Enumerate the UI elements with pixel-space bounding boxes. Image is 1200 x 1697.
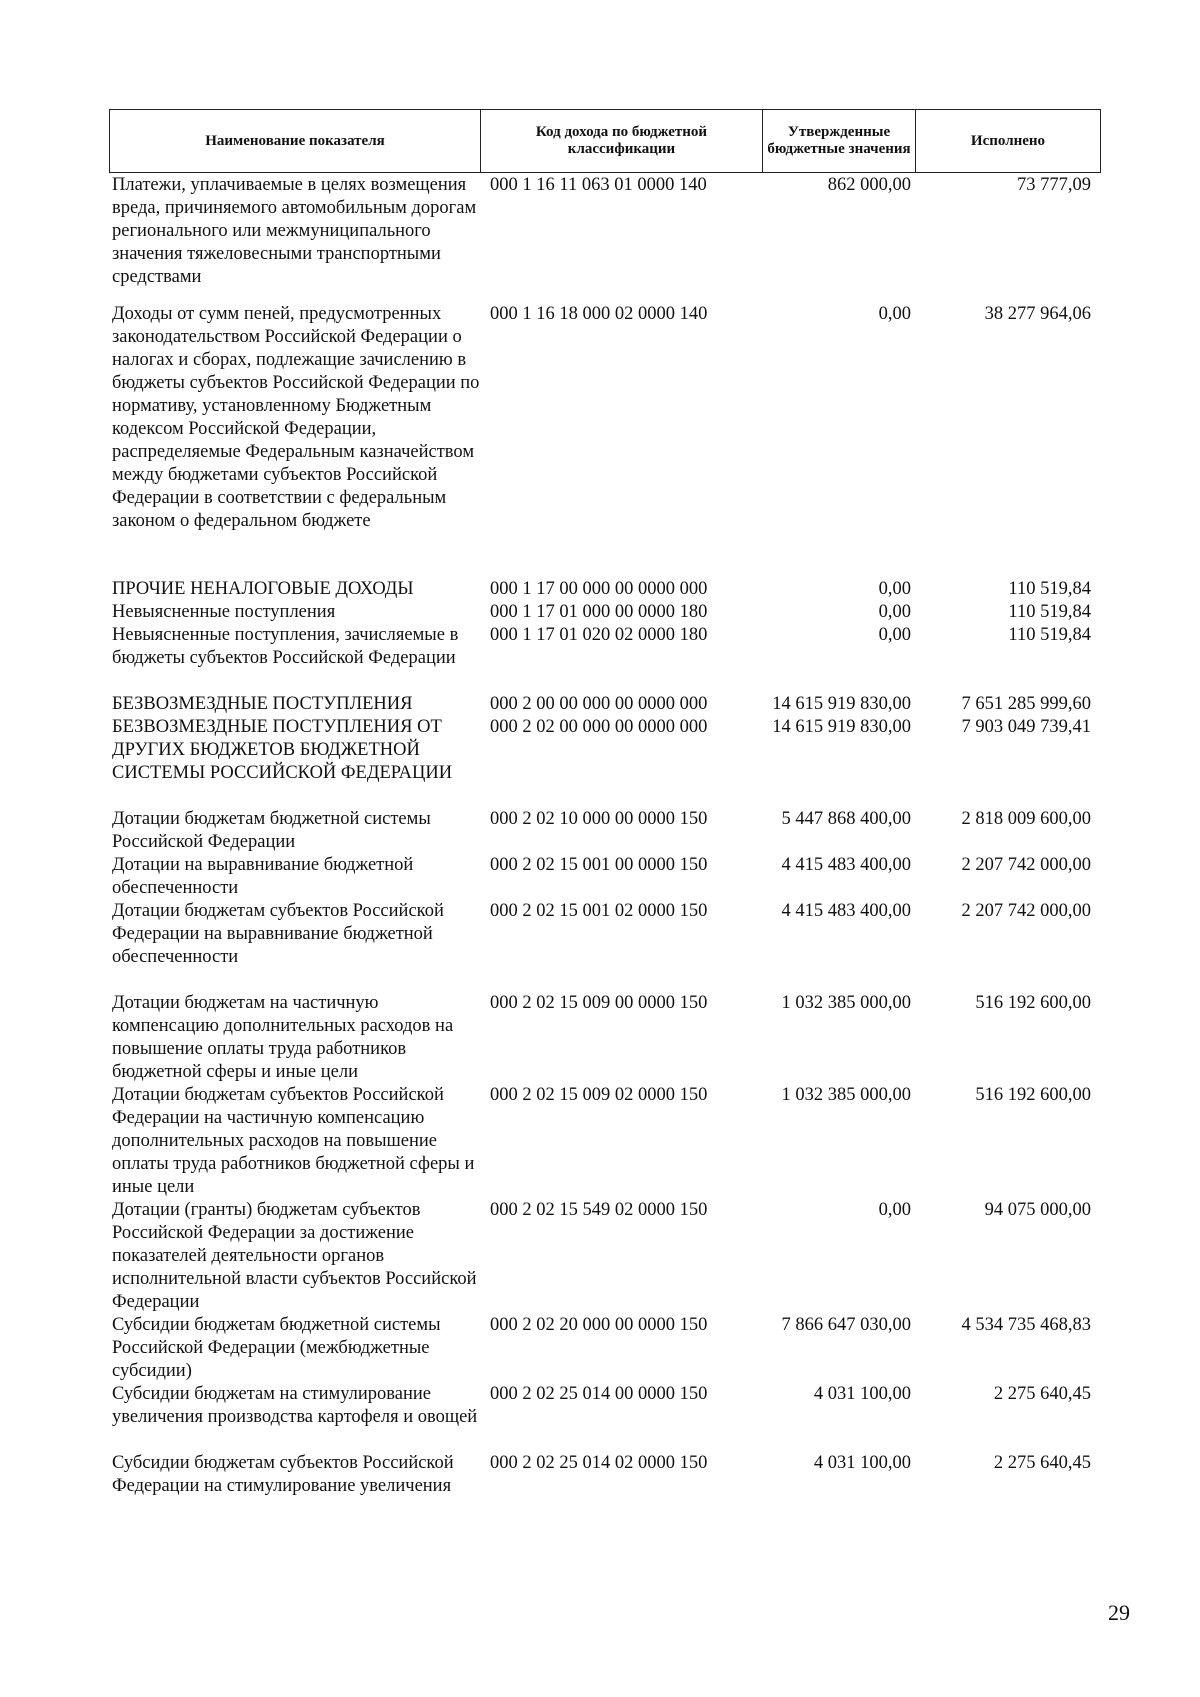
income-code: 000 1 16 11 063 01 0000 140 [490, 175, 707, 195]
approved-value: 0,00 [878, 625, 911, 645]
approved-value: 4 415 483 400,00 [781, 855, 911, 875]
indicator-name: Дотации бюджетам субъектов Российской Федерации на выравнивание бюджетной обеспеченности [112, 901, 444, 967]
executed-value: 516 192 600,00 [975, 993, 1091, 1013]
approved-value: 14 615 919 830,00 [772, 717, 911, 737]
header-indicator-name: Наименование показателя [110, 110, 481, 172]
income-code: 000 2 02 15 001 02 0000 150 [490, 901, 708, 921]
income-code: 000 2 02 15 009 02 0000 150 [490, 1085, 708, 1105]
indicator-name: Доходы от сумм пеней, предусмотренных законодательством Российской Федерации о налогах и сборах, подлежащие зачислению в бюджеты субъектов Российской Федерации по нормативу, установленному Бюджетным кодексом Российской Федерации, распределяемые Федеральным казначейством между бюджетами субъектов Российской Федерации в соответствии с федеральным законом о федеральном бюджете [112, 304, 480, 531]
approved-value: 4 031 100,00 [813, 1384, 911, 1404]
indicator-name: Дотации на выравнивание бюджетной обеспеченности [112, 855, 414, 898]
approved-value: 0,00 [878, 602, 911, 622]
indicator-name: Дотации (гранты) бюджетам субъектов Российской Федерации за достижение показателей деятельности органов исполнительной власти субъектов Российской Федерации [112, 1200, 477, 1312]
table-body [109, 174, 1101, 1521]
table-row [109, 1084, 1101, 1199]
header-approved-values: Утвержденные бюджетные значения [763, 110, 916, 172]
indicator-name: ПРОЧИЕ НЕНАЛОГОВЫЕ ДОХОДЫ [112, 579, 414, 599]
executed-value: 2 275 640,45 [993, 1453, 1091, 1473]
income-code: 000 1 17 00 000 00 0000 000 [490, 579, 708, 599]
indicator-name: БЕЗВОЗМЕЗДНЫЕ ПОСТУПЛЕНИЯ [112, 694, 413, 714]
income-code: 000 2 02 25 014 00 0000 150 [490, 1384, 708, 1404]
table-row [109, 601, 1101, 624]
income-code: 000 1 17 01 020 02 0000 180 [490, 625, 708, 645]
income-code: 000 2 02 10 000 00 0000 150 [490, 809, 708, 829]
approved-value: 862 000,00 [827, 175, 911, 195]
income-code: 000 1 16 18 000 02 0000 140 [490, 304, 708, 324]
table-row [109, 303, 1101, 578]
approved-value: 0,00 [878, 1200, 911, 1220]
executed-value: 7 903 049 739,41 [961, 717, 1091, 737]
approved-value: 1 032 385 000,00 [781, 993, 911, 1013]
executed-value: 7 651 285 999,60 [961, 694, 1091, 714]
table-row [109, 900, 1101, 992]
executed-value: 2 207 742 000,00 [961, 901, 1091, 921]
executed-value: 110 519,84 [1008, 625, 1091, 645]
income-code: 000 2 02 15 009 00 0000 150 [490, 993, 708, 1013]
header-executed: Исполнено [970, 132, 1046, 149]
indicator-name: Невыясненные поступления [112, 602, 336, 622]
indicator-name: Платежи, уплачиваемые в целях возмещения вреда, причиняемого автомобильным дорогам регионального или межмуниципального значения тяжеловесными транспортными средствами [112, 175, 477, 287]
table-row [109, 578, 1101, 601]
table-row [109, 1314, 1101, 1383]
table-row [109, 624, 1101, 693]
executed-value: 516 192 600,00 [975, 1085, 1091, 1105]
indicator-name: Субсидии бюджетам субъектов Российской Федерации на стимулирование увеличения [112, 1453, 454, 1496]
executed-value: 38 277 964,06 [984, 304, 1091, 324]
table-row [109, 174, 1101, 303]
executed-value: 2 207 742 000,00 [961, 855, 1091, 875]
income-code: 000 2 02 15 001 00 0000 150 [490, 855, 708, 875]
executed-value: 73 777,09 [1017, 175, 1091, 195]
indicator-name: Субсидии бюджетам бюджетной системы Российской Федерации (межбюджетные субсидии) [112, 1315, 441, 1381]
income-code: 000 1 17 01 000 00 0000 180 [490, 602, 708, 622]
approved-value: 5 447 868 400,00 [781, 809, 911, 829]
income-code: 000 2 02 15 549 02 0000 150 [490, 1200, 708, 1220]
income-code: 000 2 00 00 000 00 0000 000 [490, 694, 708, 714]
executed-value: 94 075 000,00 [984, 1200, 1091, 1220]
indicator-name: БЕЗВОЗМЕЗДНЫЕ ПОСТУПЛЕНИЯ ОТ ДРУГИХ БЮДЖЕТОВ БЮДЖЕТНОЙ СИСТЕМЫ РОССИЙСКОЙ ФЕДЕРАЦИИ [112, 717, 453, 783]
executed-value: 2 818 009 600,00 [961, 809, 1091, 829]
header-income-code: Код дохода по бюджетной классификации [481, 110, 763, 172]
executed-value: 110 519,84 [1008, 602, 1091, 622]
table-row [109, 808, 1101, 854]
table-row [109, 1383, 1101, 1452]
income-code: 000 2 02 25 014 02 0000 150 [490, 1453, 708, 1473]
table-row [109, 1199, 1101, 1314]
executed-value: 110 519,84 [1008, 579, 1091, 599]
indicator-name: Дотации бюджетам субъектов Российской Федерации на частичную компенсацию дополнительных расходов на повышение оплаты труда работников бюджетной сферы и иные цели [112, 1085, 475, 1197]
approved-value: 7 866 647 030,00 [781, 1315, 911, 1335]
table-row [109, 992, 1101, 1084]
indicator-name: Дотации бюджетам на частичную компенсацию дополнительных расходов на повышение оплаты труда работников бюджетной сферы и иные цели [112, 993, 454, 1082]
executed-value: 4 534 735 468,83 [961, 1315, 1091, 1335]
table-row [109, 693, 1101, 716]
approved-value: 1 032 385 000,00 [781, 1085, 911, 1105]
executed-value: 2 275 640,45 [993, 1384, 1091, 1404]
table-header [109, 109, 1101, 173]
indicator-name: Субсидии бюджетам на стимулирование увеличения производства картофеля и овощей [112, 1384, 478, 1427]
approved-value: 4 031 100,00 [813, 1453, 911, 1473]
income-code: 000 2 02 20 000 00 0000 150 [490, 1315, 708, 1335]
table-row [109, 854, 1101, 900]
indicator-name: Невыясненные поступления, зачисляемые в бюджеты субъектов Российской Федерации [112, 625, 459, 668]
approved-value: 4 415 483 400,00 [781, 901, 911, 921]
table-row [109, 1452, 1101, 1521]
page-number: 29 [1108, 1600, 1130, 1625]
income-code: 000 2 02 00 000 00 0000 000 [490, 717, 708, 737]
approved-value: 0,00 [878, 304, 911, 324]
table-row [109, 716, 1101, 808]
approved-value: 14 615 919 830,00 [772, 694, 911, 714]
approved-value: 0,00 [878, 579, 911, 599]
indicator-name: Дотации бюджетам бюджетной системы Российской Федерации [112, 809, 431, 852]
